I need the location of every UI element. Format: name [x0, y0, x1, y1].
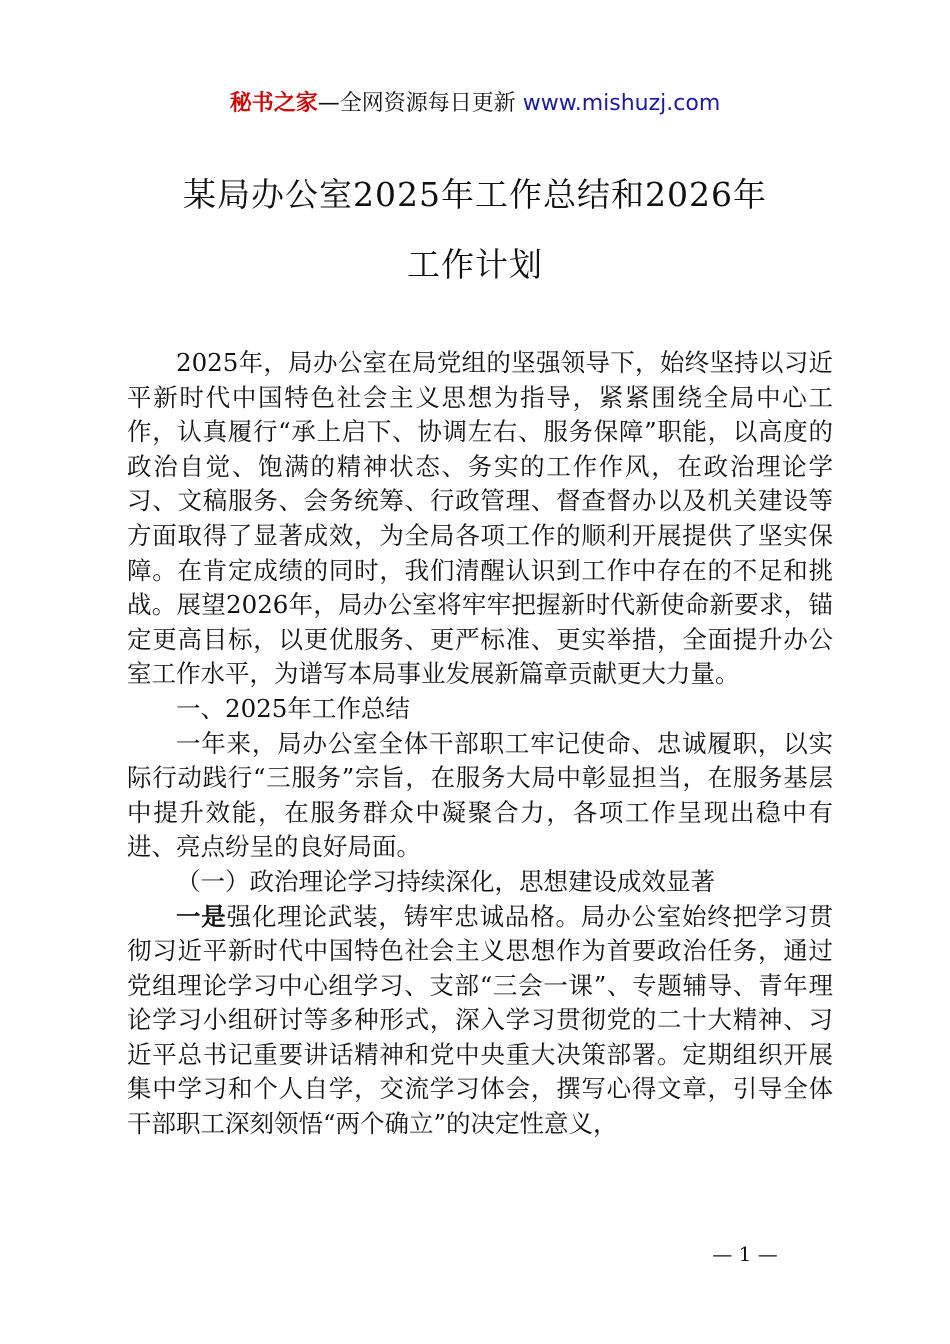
title-line-2: 工作计划 — [407, 245, 543, 284]
point-1-lead: 一是 — [176, 901, 227, 931]
title-line-1: 某局办公室2025年工作总结和2026年 — [183, 175, 767, 214]
banner-url[interactable]: www.mishuzj.com — [522, 91, 721, 116]
subsection-heading-1: （一）政治理论学习持续深化，思想建设成效显著 — [176, 866, 715, 896]
document-body — [127, 346, 833, 1142]
page-number: — 1 — — [712, 1242, 778, 1266]
section-1-paragraph: 一年来，局办公室全体干部职工牢记使命、忠诚履职，以实际行动践行“三服务”宗旨，在服务大局中彰显担当，在服务基层中提升效能，在服务群众中凝聚合力，各项工作呈现出稳中有进、亮点纷呈的良好局面。 — [127, 728, 833, 862]
section-heading-1: 一、2025年工作总结 — [176, 693, 410, 723]
intro-paragraph: 2025年，局办公室在局党组的坚强领导下，始终坚持以习近平新时代中国特色社会主义思想为指导，紧紧围绕全局中心工作，认真履行“承上启下、协调左右、服务保障”职能，以高度的政治自觉、饱满的精神状态、务实的工作作风，在政治理论学习、文稿服务、会务统筹、行政管理、督查督办以及机关建设等方面取得了显著成效，为全局各项工作的顺利开展提供了坚实保障。在肯定成绩的同时，我们清醒认识到工作中存在的不足和挑战。展望2026年，局办公室将牢牢把握新时代新使命新要求，锚定更高目标，以更优服务、更严标准、更实举措，全面提升办公室工作水平，为谱写本局事业发展新篇章贡献更大力量。 — [127, 348, 833, 689]
document-title — [0, 160, 950, 300]
point-1-paragraph — [127, 900, 833, 1142]
banner-tagline: —全网资源每日更新 — [317, 91, 516, 116]
point-1-body: 强化理论武装，铸牢忠诚品格。局办公室始终把学习贯彻习近平新时代中国特色社会主义思想作为首要政治任务，通过党组理论学习中心组学习、支部“三会一课”、专题辅导、青年理论学习小组研讨等多种形式，深入学习贯彻党的二十大精神、习近平总书记重要讲话精神和党中央重大决策部署。定期组织开展集中学习和个人自学，交流学习体会，撰写心得文章，引导全体干部职工深刻领悟“两个确立”的决定性意义， — [127, 901, 834, 1139]
site-banner — [0, 88, 950, 120]
banner-brand: 秘书之家 — [229, 91, 318, 116]
